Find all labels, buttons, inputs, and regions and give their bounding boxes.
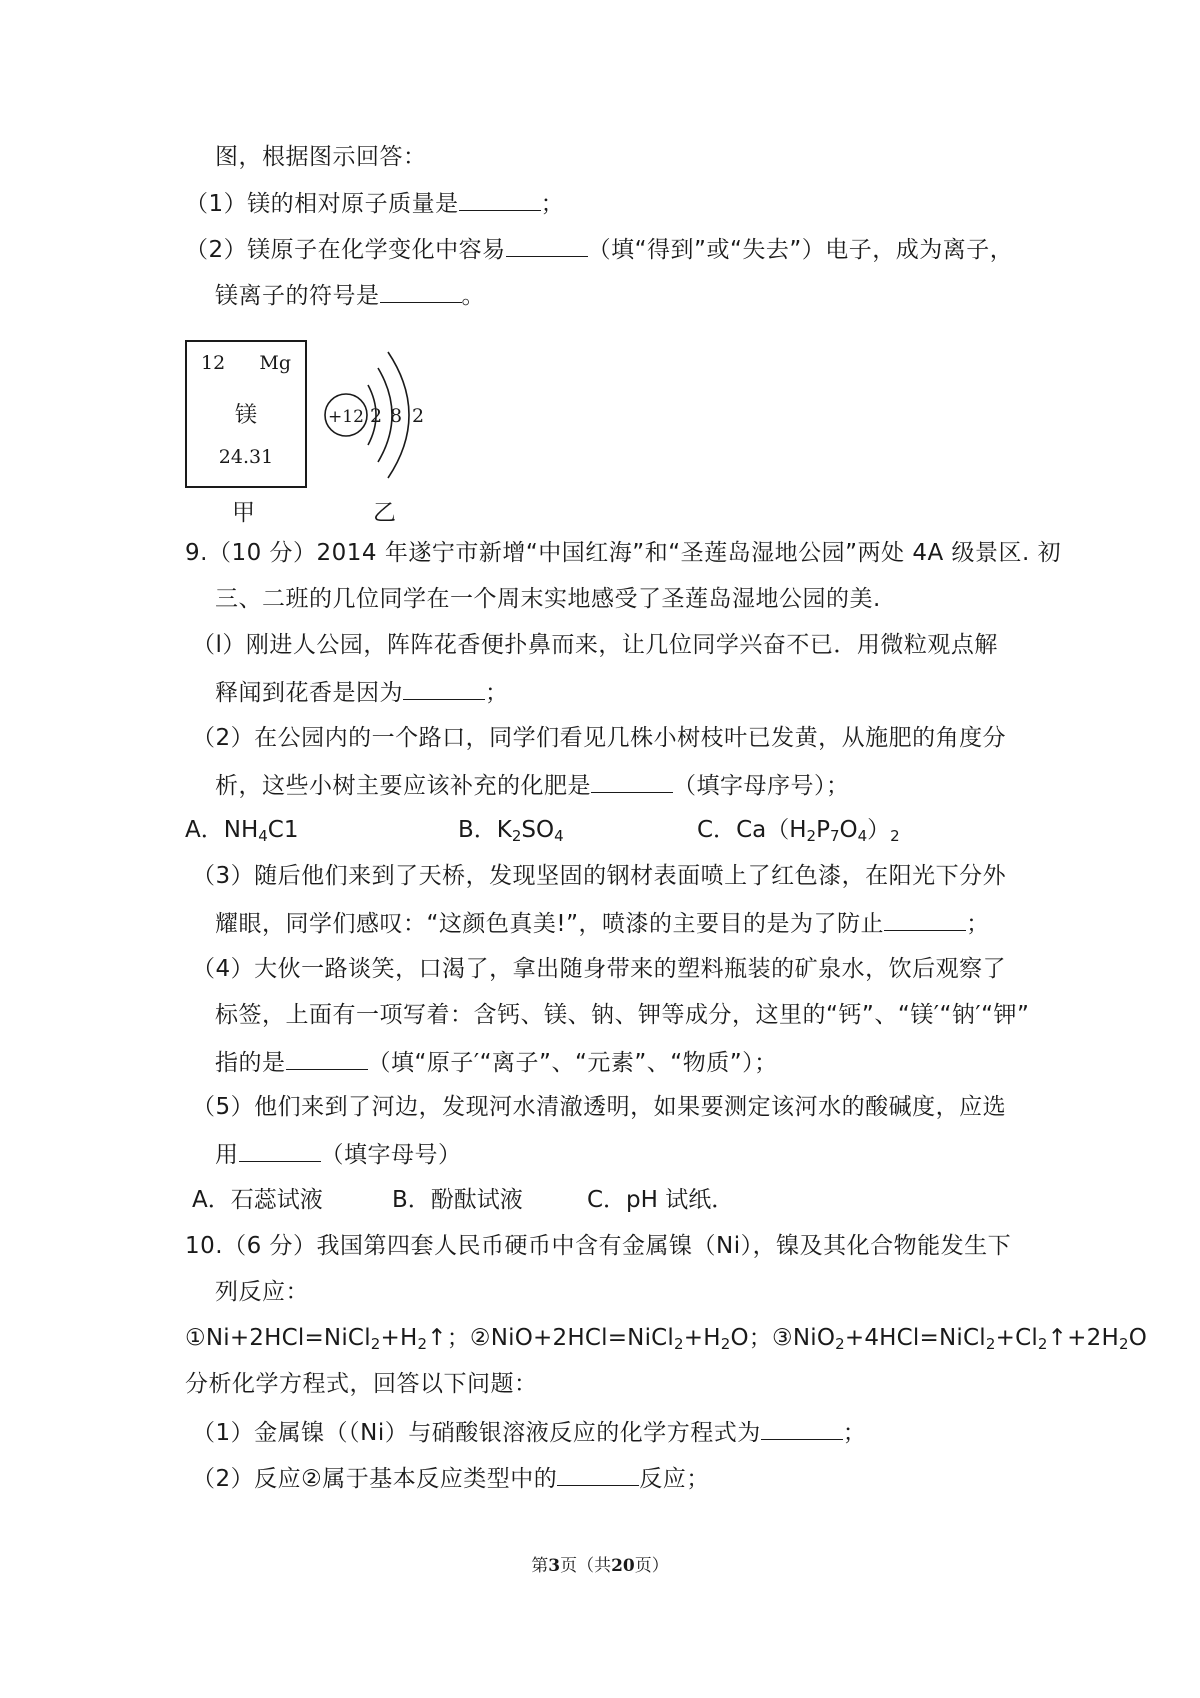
option-a: A．$NH_4C1$ — [185, 817, 299, 845]
question-10 — [185, 1230, 1011, 1262]
text: ； — [966, 911, 990, 937]
answer-blank[interactable] — [380, 278, 462, 303]
option-b: B．$K_2SO_4$ — [458, 817, 564, 845]
question-9-5-cont — [215, 1137, 462, 1171]
question-9-3 — [192, 860, 1006, 892]
chemical-equations: $①Ni+2HCl=NiCl_2+H_2↑$；$②NiO+2HCl=NiCl_2+H_2O$；$③NiO_2+4HCl=NiCl_2+Cl_2↑+2H_2O$ — [185, 1325, 1148, 1353]
question-9-cont — [215, 583, 881, 615]
text: 9.（10 分）2014 年遂宁市新增“中国红海”和“圣莲岛湿地公园”两处 4A 级景区. 初 — [185, 540, 1062, 566]
question-9 — [185, 537, 1061, 569]
text: 列反应： — [215, 1279, 309, 1305]
page-number: 3 — [548, 1556, 561, 1576]
answer-blank[interactable] — [286, 1045, 368, 1070]
nucleus-charge: +12 — [328, 407, 364, 427]
atomic-number: 12 — [201, 352, 226, 374]
shell-3-electrons: 2 — [411, 405, 425, 427]
text: 三、二班的几位同学在一个周末实地感受了圣莲岛湿地公园的美. — [215, 586, 881, 612]
answer-blank[interactable] — [506, 232, 588, 257]
periodic-table-tile — [185, 340, 307, 488]
option-b: B．酚酞试液 — [392, 1187, 523, 1213]
atomic-mass: 24.31 — [218, 446, 274, 468]
element-symbol: Mg — [259, 352, 291, 374]
shell-2-electrons: 8 — [389, 405, 403, 427]
question-9-4-cont2 — [215, 1045, 778, 1079]
text: 标签，上面有一项写着：含钙、镁、钠、钾等成分，这里的“钙”、“镁′“钠′“钾” — [215, 1002, 1030, 1028]
option-c: C．pH 试纸． — [587, 1187, 735, 1213]
text: （填“得到”或“失去”）电子，成为离子， — [587, 237, 1014, 263]
answer-blank[interactable] — [557, 1461, 639, 1486]
text: （5）他们来到了河边，发现河水清澈透明，如果要测定该河水的酸碱度，应选 — [192, 1094, 1007, 1120]
option-a: A．石蕊试液 — [192, 1187, 323, 1213]
question-10-2 — [192, 1461, 710, 1495]
text: （2）在公园内的一个路口，同学们看见几株小树枝叶已发黄，从施肥的角度分 — [192, 725, 1007, 751]
text: （2）镁原子在化学变化中容易 — [185, 237, 506, 263]
text: 用 — [215, 1142, 239, 1168]
text: 镁离子的符号是 — [215, 283, 380, 309]
figure-caption-right: 乙 — [373, 500, 396, 526]
answer-blank[interactable] — [403, 675, 485, 700]
text: （填“原子′“离子”、“元素”、“物质”）； — [367, 1050, 778, 1076]
text: （1）镁的相对原子质量是 — [185, 191, 459, 217]
text: 分析化学方程式，回答以下问题： — [185, 1371, 538, 1397]
text: ； — [485, 680, 509, 706]
question-9-2-cont — [215, 768, 850, 802]
text: 耀眼，同学们感叹：“这颜色真美!”，喷漆的主要目的是为了防止 — [215, 911, 885, 937]
figure-caption-left: 甲 — [232, 500, 255, 526]
answer-blank[interactable] — [761, 1415, 843, 1440]
text: （2）反应②属于基本反应类型中的 — [192, 1466, 558, 1492]
text: 指的是 — [215, 1050, 286, 1076]
text: （3）随后他们来到了天桥，发现坚固的钢材表面喷上了红色漆，在阳光下分外 — [192, 863, 1007, 889]
text-line — [215, 141, 427, 173]
text: （1）金属镍（（Ni）与硝酸银溶液反应的化学方程式为 — [192, 1420, 761, 1446]
text: 反应； — [639, 1466, 710, 1492]
text: 图，根据图示回答： — [215, 144, 427, 170]
question-9-4 — [192, 953, 1006, 985]
question-9-1-cont — [215, 675, 509, 709]
text: （填字母号） — [320, 1142, 462, 1168]
element-name: 镁 — [234, 403, 257, 428]
answer-blank[interactable] — [884, 906, 966, 931]
question-8-2 — [185, 232, 1013, 266]
question-9-5 — [192, 1091, 1006, 1123]
question-9-4-cont — [215, 999, 1029, 1031]
page-footer: 第3页（共20页） — [531, 1556, 669, 1576]
question-10-1 — [192, 1415, 866, 1449]
answer-blank[interactable] — [239, 1137, 321, 1162]
option-c: C．$Ca(H_2P_7O_4)_2$ — [697, 817, 900, 845]
text: ； — [540, 191, 565, 217]
text: 。 — [461, 283, 485, 309]
text: （填字母序号）； — [673, 773, 850, 799]
question-8-1 — [185, 186, 564, 220]
text: 析，这些小树主要应该补充的化肥是 — [215, 773, 591, 799]
total-pages: 20 — [611, 1556, 635, 1576]
text: （4）大伙一路谈笑，口渴了，拿出随身带来的塑料瓶装的矿泉水，饮后观察了 — [192, 956, 1007, 982]
text: 10.（6 分）我国第四套人民币硬币中含有金属镍（Ni），镍及其化合物能发生下 — [185, 1233, 1012, 1259]
question-9-3-cont — [215, 906, 990, 940]
question-9-2 — [192, 722, 1006, 754]
question-10-prompt — [185, 1368, 538, 1400]
shell-1-electrons: 2 — [369, 405, 383, 427]
question-9-1 — [192, 629, 998, 661]
atomic-structure-diagram — [320, 340, 440, 490]
answer-blank[interactable] — [591, 768, 673, 793]
question-10-cont — [215, 1276, 309, 1308]
answer-blank[interactable] — [459, 186, 541, 211]
text: 释闻到花香是因为 — [215, 680, 403, 706]
text: （l）刚进人公园，阵阵花香便扑鼻而来，让几位同学兴奋不已．用微粒观点解 — [192, 632, 998, 658]
question-8-2-cont — [215, 278, 485, 312]
text: ； — [842, 1420, 867, 1446]
